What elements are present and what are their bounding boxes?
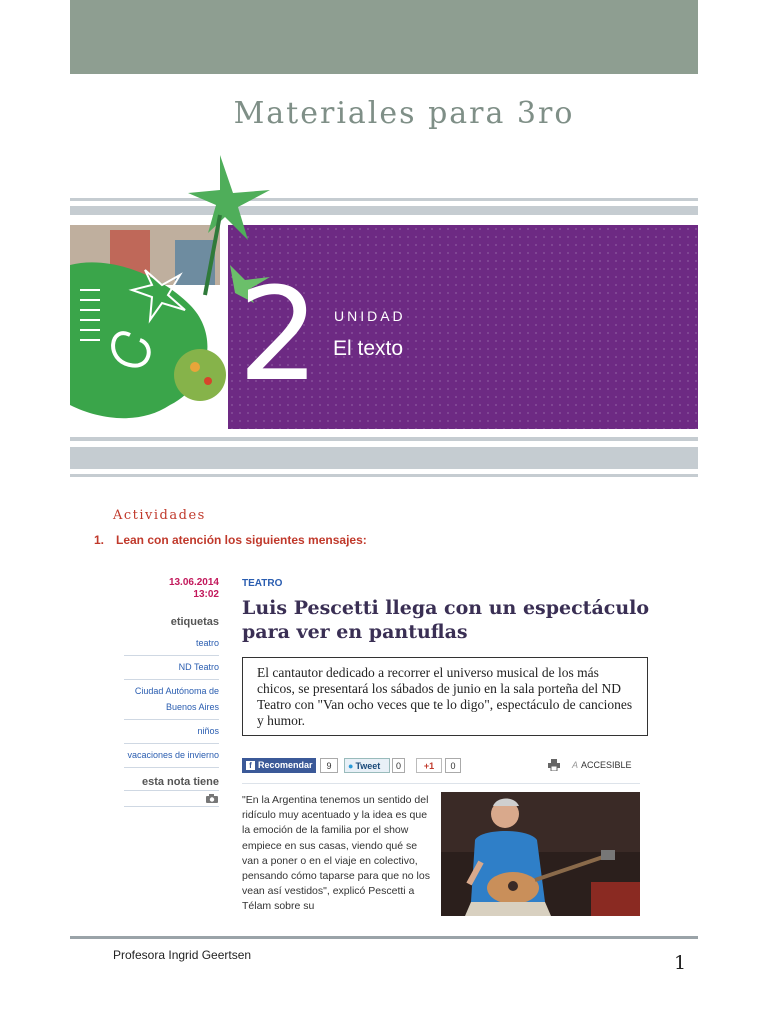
divider: [70, 447, 698, 469]
share-bar: [242, 758, 640, 774]
tag-link[interactable]: teatro: [124, 632, 219, 656]
tag-link[interactable]: niños: [124, 720, 219, 744]
accessibility-icon: A: [572, 760, 579, 770]
article-photo: [441, 792, 640, 916]
article-body: "En la Argentina tenemos un sentido del ridículo muy acentuado y la idea es que la emoción de la familia por el show empiece en sus casas, viendo qué se van a poner o en el viaje en colectivo, pensando cómo taparse para que no los vean así vestidos", explicó Pescetti a Télam sobre su: [242, 794, 430, 913]
divider: [124, 790, 219, 791]
divider: [124, 806, 219, 807]
article-date: [124, 577, 219, 601]
footer-divider: [70, 936, 698, 939]
facebook-recommend-button[interactable]: [242, 758, 316, 773]
unit-title: El texto: [333, 337, 404, 360]
article-date-day: 13.06.2014: [168, 577, 219, 588]
gplus-label: +1: [423, 761, 435, 771]
article-section[interactable]: TEATRO: [242, 578, 283, 589]
header-band: [70, 0, 698, 74]
instruction-item: [94, 533, 367, 547]
unit-number: 2: [238, 261, 320, 410]
tweet-count: 0: [392, 758, 405, 773]
article-headline: Luis Pescetti llega con un espectáculo para ver en pantuflas: [242, 597, 650, 643]
twitter-icon: ●: [348, 761, 354, 771]
divider: [242, 783, 640, 784]
tweet-button[interactable]: [344, 758, 390, 773]
instruction-text: Lean con atención los siguientes mensajes:: [116, 533, 367, 547]
facebook-count: 9: [320, 758, 338, 773]
tag-link[interactable]: Ciudad Autónoma de Buenos Aires: [124, 680, 219, 720]
tag-link[interactable]: vacaciones de invierno: [124, 744, 219, 768]
article-lead: El cantautor dedicado a recorrer el universo musical de los más chicos, se presentará los sábados de junio en la sala porteña del ND Teatro con "Van ocho veces que te lo digo", espectáculo de canciones y humor.: [242, 657, 648, 736]
page-number: 1: [674, 952, 687, 974]
tag-link[interactable]: ND Teatro: [124, 656, 219, 680]
page-title: Materiales para 3ro: [233, 96, 575, 131]
divider: [70, 474, 698, 477]
tags-heading: etiquetas: [170, 616, 219, 628]
unit-label: UNIDAD: [334, 308, 406, 324]
accessible-label: ACCESIBLE: [581, 760, 632, 770]
gplus-count: 0: [445, 758, 461, 773]
accessible-button[interactable]: [572, 758, 632, 773]
camera-icon[interactable]: [206, 794, 218, 803]
note-heading: esta nota tiene: [141, 776, 219, 788]
facebook-icon: f: [246, 761, 255, 770]
tag-list: [124, 632, 219, 768]
tweet-label: Tweet: [355, 761, 381, 771]
facebook-label: Recomendar: [258, 760, 313, 770]
gplus-button[interactable]: [416, 758, 442, 773]
activities-heading: Actividades: [113, 508, 206, 523]
print-icon[interactable]: [548, 759, 560, 771]
divider: [70, 437, 698, 441]
footer-author: Profesora Ingrid Geertsen: [113, 948, 252, 962]
list-number: 1.: [94, 533, 105, 547]
article-time: 13:02: [193, 589, 219, 600]
